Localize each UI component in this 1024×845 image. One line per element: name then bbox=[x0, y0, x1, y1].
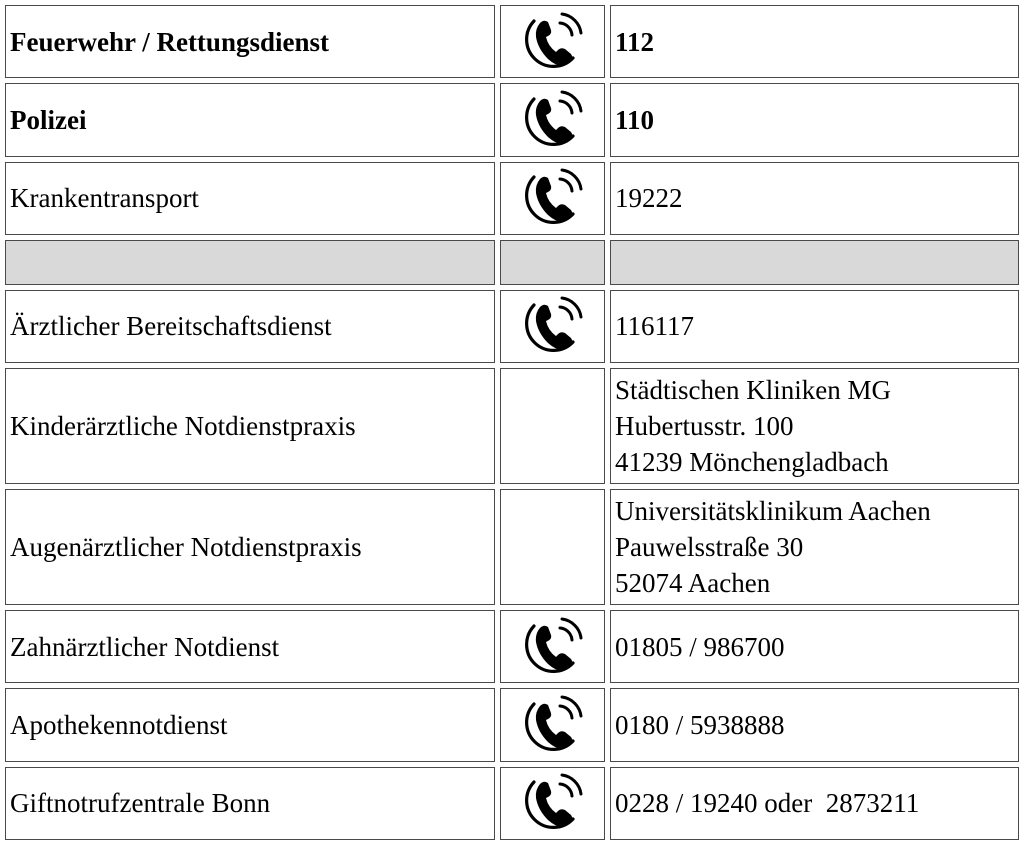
empty-icon-cell bbox=[500, 368, 605, 484]
phone-number: 0228 / 19240 oder 2873211 bbox=[610, 767, 1019, 840]
separator-row bbox=[5, 240, 1019, 285]
phone-icon-cell bbox=[500, 688, 605, 761]
service-name: Polizei bbox=[5, 83, 495, 156]
phone-icon-cell bbox=[500, 290, 605, 363]
address bbox=[610, 368, 1019, 484]
service-name: Ärztlicher Bereitschaftsdienst bbox=[5, 290, 495, 363]
table-row bbox=[5, 5, 1019, 78]
empty-icon-cell bbox=[500, 489, 605, 605]
service-name: Kinderärztliche Notdienstpraxis bbox=[5, 368, 495, 484]
phone-number: 110 bbox=[610, 83, 1019, 156]
table-row bbox=[5, 767, 1019, 840]
service-name: Apothekennotdienst bbox=[5, 688, 495, 761]
address-line: 41239 Mönchengladbach bbox=[615, 446, 889, 477]
table-row bbox=[5, 489, 1019, 605]
phone-number: 0180 / 5938888 bbox=[610, 688, 1019, 761]
phone-icon-cell bbox=[500, 610, 605, 683]
address-line: Hubertusstr. 100 bbox=[615, 410, 794, 441]
address-line: 52074 Aachen bbox=[615, 568, 771, 599]
phone-icon bbox=[520, 293, 586, 359]
phone-icon-cell bbox=[500, 5, 605, 78]
address bbox=[610, 489, 1019, 605]
service-name: Augenärztlicher Notdienstpraxis bbox=[5, 489, 495, 605]
phone-icon-cell bbox=[500, 767, 605, 840]
address-line: Universitätsklinikum Aachen bbox=[615, 496, 931, 527]
phone-icon bbox=[520, 692, 586, 758]
service-name: Feuerwehr / Rettungsdienst bbox=[5, 5, 495, 78]
separator-cell bbox=[610, 240, 1019, 285]
service-name: Krankentransport bbox=[5, 162, 495, 235]
phone-number: 112 bbox=[610, 5, 1019, 78]
table-row bbox=[5, 162, 1019, 235]
address-line: Städtischen Kliniken MG bbox=[615, 374, 891, 405]
address-line: Pauwelsstraße 30 bbox=[615, 532, 804, 563]
phone-icon bbox=[520, 165, 586, 231]
service-name: Zahnärztlicher Notdienst bbox=[5, 610, 495, 683]
table-row bbox=[5, 290, 1019, 363]
table-row bbox=[5, 83, 1019, 156]
table-row bbox=[5, 368, 1019, 484]
phone-icon-cell bbox=[500, 162, 605, 235]
phone-icon bbox=[520, 770, 586, 836]
separator-cell bbox=[500, 240, 605, 285]
phone-icon bbox=[520, 87, 586, 153]
phone-icon bbox=[520, 614, 586, 680]
table-row bbox=[5, 688, 1019, 761]
table-row bbox=[5, 610, 1019, 683]
phone-icon bbox=[520, 9, 586, 75]
phone-number: 01805 / 986700 bbox=[610, 610, 1019, 683]
phone-number: 116117 bbox=[610, 290, 1019, 363]
phone-icon-cell bbox=[500, 83, 605, 156]
separator-cell bbox=[5, 240, 495, 285]
service-name: Giftnotrufzentrale Bonn bbox=[5, 767, 495, 840]
phone-number: 19222 bbox=[610, 162, 1019, 235]
